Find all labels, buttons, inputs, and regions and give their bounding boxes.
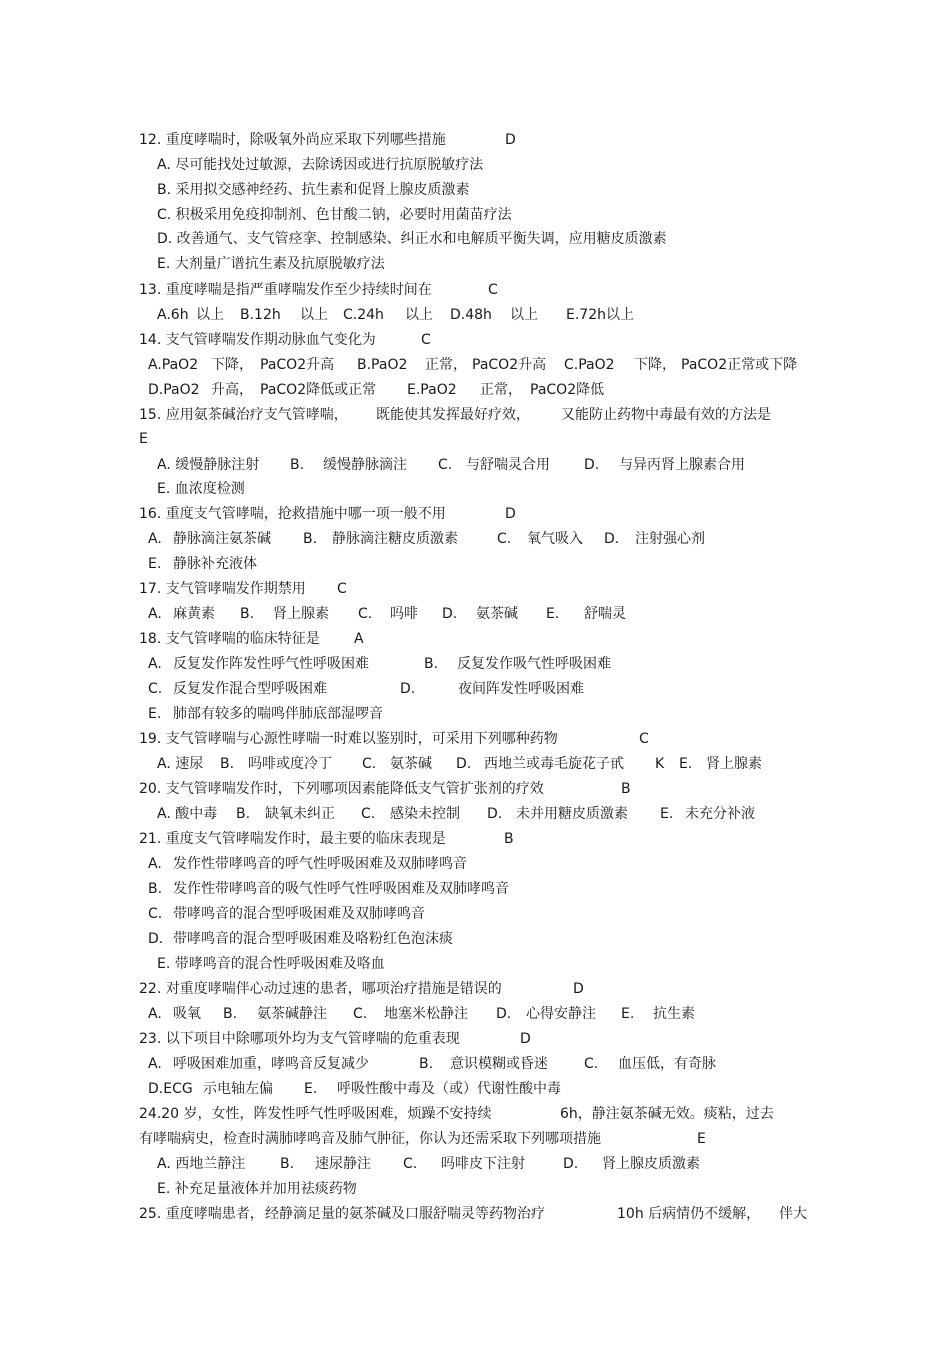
text-segment: B. [148, 881, 163, 897]
text-segment: 舒喘灵 [584, 606, 626, 622]
text-segment: 6h，静注氨茶碱无效。痰粘，过去 [560, 1106, 774, 1122]
text-segment: D. [456, 756, 472, 772]
text-segment: PaCO2正常或下降 [681, 357, 798, 373]
text-segment: A. [148, 1006, 162, 1022]
text-segment: 氨茶碱 [390, 756, 432, 772]
text-segment: B.12h [240, 307, 281, 323]
text-segment: B. [240, 606, 255, 622]
text-segment: E. [304, 1081, 318, 1097]
text-segment: 25. 重度哮喘患者， [139, 1206, 264, 1222]
text-segment: 与舒喘灵合用 [466, 457, 550, 473]
text-segment: A. [148, 1056, 162, 1072]
text-segment: 反复发作混合型呼吸困难 [173, 681, 327, 697]
text-segment: D [505, 506, 516, 522]
text-segment: E.PaO2 [407, 382, 457, 398]
text-segment: C [639, 731, 649, 747]
text-segment: B. [280, 1156, 295, 1172]
text-segment: PaCO2升高 [472, 357, 547, 373]
text-segment: C. [361, 806, 376, 822]
text-segment: B. 采用拟交感神经药、抗生素和促肾上腺皮质激素 [157, 182, 470, 198]
text-segment: 吗啡或度冷丁 [248, 756, 332, 772]
text-segment: 缺氧未纠正 [265, 806, 335, 822]
text-segment: A.6h [157, 307, 189, 323]
text-segment: 22. 对重度哮喘伴心动过速的患者，哪项治疗措施是错误的 [139, 981, 502, 997]
text-segment: D. [487, 806, 503, 822]
text-segment: 吸氧 [173, 1006, 201, 1022]
text-segment: C [337, 581, 347, 597]
text-segment: D.ECG [148, 1081, 193, 1097]
text-segment: E. [148, 706, 162, 722]
text-segment: 15. 应用氨茶碱治疗支气管哮喘， [139, 407, 348, 423]
text-segment: D [520, 1031, 531, 1047]
text-segment: 12. 重度哮喘时，除吸氧外尚应采取下列哪些措施 [139, 132, 446, 148]
text-segment: C [488, 282, 498, 298]
text-segment: 21. 重度支气管哮喘发作时，最主要的临床表现是 [139, 831, 446, 847]
text-segment: D. [584, 457, 600, 473]
text-segment: 16. 重度支气管哮喘，抢救措施中哪一项一般不用 [139, 506, 446, 522]
text-segment: B. [290, 457, 305, 473]
text-segment: 24.20 岁，女性，阵发性呼气性呼吸困难，烦躁不安持续 [139, 1106, 492, 1122]
text-segment: 肾上腺皮质激素 [602, 1156, 700, 1172]
text-segment: 带哮鸣音的混合型呼吸困难及双肺哮鸣音 [173, 906, 425, 922]
text-segment: 氨茶碱 [476, 606, 518, 622]
text-segment: B. [223, 1006, 238, 1022]
text-segment: 速尿静注 [315, 1156, 371, 1172]
text-segment: B. [419, 1056, 434, 1072]
text-segment: 14. 支气管哮喘发作期动脉血气变化为 [139, 332, 376, 348]
text-segment: 正常， [425, 357, 467, 373]
text-segment: 有哮喘病史，检查时满肺哮鸣音及肺气肿征，你认为还需采取下列哪项措施 [139, 1131, 601, 1147]
text-segment: 13. 重度哮喘是指严重哮喘发作至少持续时间在 [139, 282, 432, 298]
text-segment: E. 血浓度检测 [157, 481, 245, 497]
text-segment: E. 带哮鸣音的混合性呼吸困难及咯血 [157, 956, 385, 972]
text-segment: A. [148, 531, 162, 547]
text-segment: 肾上腺素 [706, 756, 762, 772]
text-segment: 17. 支气管哮喘发作期禁用 [139, 581, 306, 597]
text-segment: C. [358, 606, 373, 622]
text-segment: E [139, 431, 148, 447]
text-segment: C. [148, 681, 163, 697]
text-segment: 以上 [510, 307, 538, 323]
text-segment: PaCO2降低或正常 [260, 382, 377, 398]
text-segment: 以上 [606, 307, 634, 323]
text-segment: 未并用糖皮质激素 [516, 806, 628, 822]
text-segment: 发作性带哮鸣音的吸气性呼气性呼吸困难及双肺哮鸣音 [173, 881, 509, 897]
text-segment: 感染未控制 [390, 806, 460, 822]
text-segment: 肺部有较多的喘鸣伴肺底部湿啰音 [173, 706, 383, 722]
text-segment: D. [604, 531, 620, 547]
text-segment: 以上 [196, 307, 224, 323]
text-segment: E. [621, 1006, 635, 1022]
text-segment: 静脉滴注糖皮质激素 [332, 531, 458, 547]
text-segment: A. 酸中毒 [157, 806, 218, 822]
text-segment: 氨茶碱静注 [257, 1006, 327, 1022]
text-segment: A. 缓慢静脉注射 [157, 457, 260, 473]
text-segment: 麻黄素 [173, 606, 215, 622]
text-segment: 伴大 [779, 1206, 807, 1222]
text-segment: C.24h [343, 307, 384, 323]
text-segment: K [655, 756, 665, 772]
text-segment: 升高， [211, 382, 253, 398]
text-segment: E. [148, 556, 162, 572]
text-segment: E. [679, 756, 693, 772]
text-segment: 正常， [480, 382, 522, 398]
text-segment: E [697, 1131, 706, 1147]
text-segment: B.PaO2 [357, 357, 408, 373]
text-segment: D. [563, 1156, 579, 1172]
text-segment: 呼吸性酸中毒及（或）代谢性酸中毒 [337, 1081, 561, 1097]
text-segment: A. 尽可能找处过敏源，去除诱因或进行抗原脱敏疗法 [157, 157, 484, 173]
text-segment: PaCO2降低 [530, 382, 605, 398]
text-segment: D.48h [450, 307, 492, 323]
text-segment: E. 大剂量广谱抗生素及抗原脱敏疗法 [157, 256, 385, 272]
text-segment: 19. 支气管哮喘与心源性哮喘一时难以鉴别时，可采用下列哪种药物 [139, 731, 558, 747]
text-segment: D [573, 981, 584, 997]
text-segment: 以上 [300, 307, 328, 323]
text-segment: D. 改善通气、支气管痉挛、控制感染、纠正水和电解质平衡失调，应用糖皮质激素 [157, 231, 667, 247]
text-segment: 缓慢静脉滴注 [323, 457, 407, 473]
text-segment: A. [148, 656, 162, 672]
text-segment: 地塞米松静注 [384, 1006, 468, 1022]
text-segment: 未充分补液 [685, 806, 755, 822]
text-segment: 23. 以下项目中除哪项外均为支气管哮喘的危重表现 [139, 1031, 460, 1047]
text-segment: B [621, 781, 631, 797]
text-segment: 示电轴左偏 [203, 1081, 273, 1097]
text-segment: C. [148, 906, 163, 922]
text-segment: E. [660, 806, 674, 822]
text-segment: 抗生素 [653, 1006, 695, 1022]
text-segment: B. [220, 756, 235, 772]
text-segment: 反复发作阵发性呼气性呼吸困难 [173, 656, 369, 672]
text-segment: A.PaO2 [148, 357, 199, 373]
text-segment: 与异丙肾上腺素合用 [619, 457, 745, 473]
text-segment: A. [148, 856, 162, 872]
text-segment: 20. 支气管哮喘发作时，下列哪项因素能降低支气管扩张剂的疗效 [139, 781, 544, 797]
text-segment: B. [236, 806, 251, 822]
text-segment: 又能防止药物中毒最有效的方法是 [561, 407, 771, 423]
text-segment: C. [438, 457, 453, 473]
text-segment: D. [442, 606, 458, 622]
text-segment: C. [584, 1056, 599, 1072]
text-segment: E. 补充足量液体并加用祛痰药物 [157, 1181, 357, 1197]
text-segment: C. 积极采用免疫抑制剂、色甘酸二钠，必要时用菌苗疗法 [157, 207, 512, 223]
text-segment: D. [148, 931, 164, 947]
text-segment: 心得安静注 [526, 1006, 596, 1022]
text-segment: A [354, 631, 364, 647]
text-segment: 下降， [634, 357, 676, 373]
text-segment: 静脉补充液体 [173, 556, 257, 572]
text-segment: D. [496, 1006, 512, 1022]
text-segment: 意识模糊或昏迷 [450, 1056, 548, 1072]
text-segment: 夜间阵发性呼吸困难 [458, 681, 584, 697]
text-segment: A. 速尿 [157, 756, 204, 772]
text-segment: C. [362, 756, 377, 772]
text-segment: 吗啡皮下注射 [441, 1156, 525, 1172]
text-segment: 发作性带哮鸣音的呼气性呼吸困难及双肺哮鸣音 [173, 856, 467, 872]
text-segment: C. [353, 1006, 368, 1022]
text-segment: 静脉滴注氨茶碱 [173, 531, 271, 547]
text-segment: 10h 后病情仍不缓解， [617, 1206, 761, 1222]
text-segment: B. [303, 531, 318, 547]
text-segment: 下降， [211, 357, 253, 373]
text-segment: B [504, 831, 514, 847]
text-segment: C [421, 332, 431, 348]
text-segment: 18. 支气管哮喘的临床特征是 [139, 631, 320, 647]
text-segment: 西地兰或毒毛旋花子甙 [484, 756, 624, 772]
text-segment: C.PaO2 [564, 357, 615, 373]
text-segment: 氧气吸入 [527, 531, 583, 547]
text-segment: 肾上腺素 [273, 606, 329, 622]
text-segment: D.PaO2 [148, 382, 200, 398]
text-segment: 反复发作吸气性呼吸困难 [457, 656, 611, 672]
text-segment: 血压低，有奇脉 [618, 1056, 716, 1072]
text-segment: 经静滴足量的氨茶碱及口服舒喘灵等药物治疗 [265, 1206, 545, 1222]
text-segment: E.72h [566, 307, 606, 323]
text-segment: 呼吸困难加重，哮鸣音反复减少 [173, 1056, 369, 1072]
text-segment: C. [497, 531, 512, 547]
text-segment: B. [424, 656, 439, 672]
text-segment: 注射强心剂 [635, 531, 705, 547]
text-segment: 既能使其发挥最好疗效， [376, 407, 530, 423]
text-segment: C. [403, 1156, 418, 1172]
text-segment: E. [546, 606, 560, 622]
text-segment: D [505, 132, 516, 148]
text-segment: PaCO2升高 [260, 357, 335, 373]
text-segment: D. [400, 681, 416, 697]
text-segment: 带哮鸣音的混合型呼吸困难及咯粉红色泡沫痰 [173, 931, 453, 947]
text-segment: A. 西地兰静注 [157, 1156, 246, 1172]
text-segment: 吗啡 [390, 606, 418, 622]
text-segment: A. [148, 606, 162, 622]
text-segment: 以上 [405, 307, 433, 323]
